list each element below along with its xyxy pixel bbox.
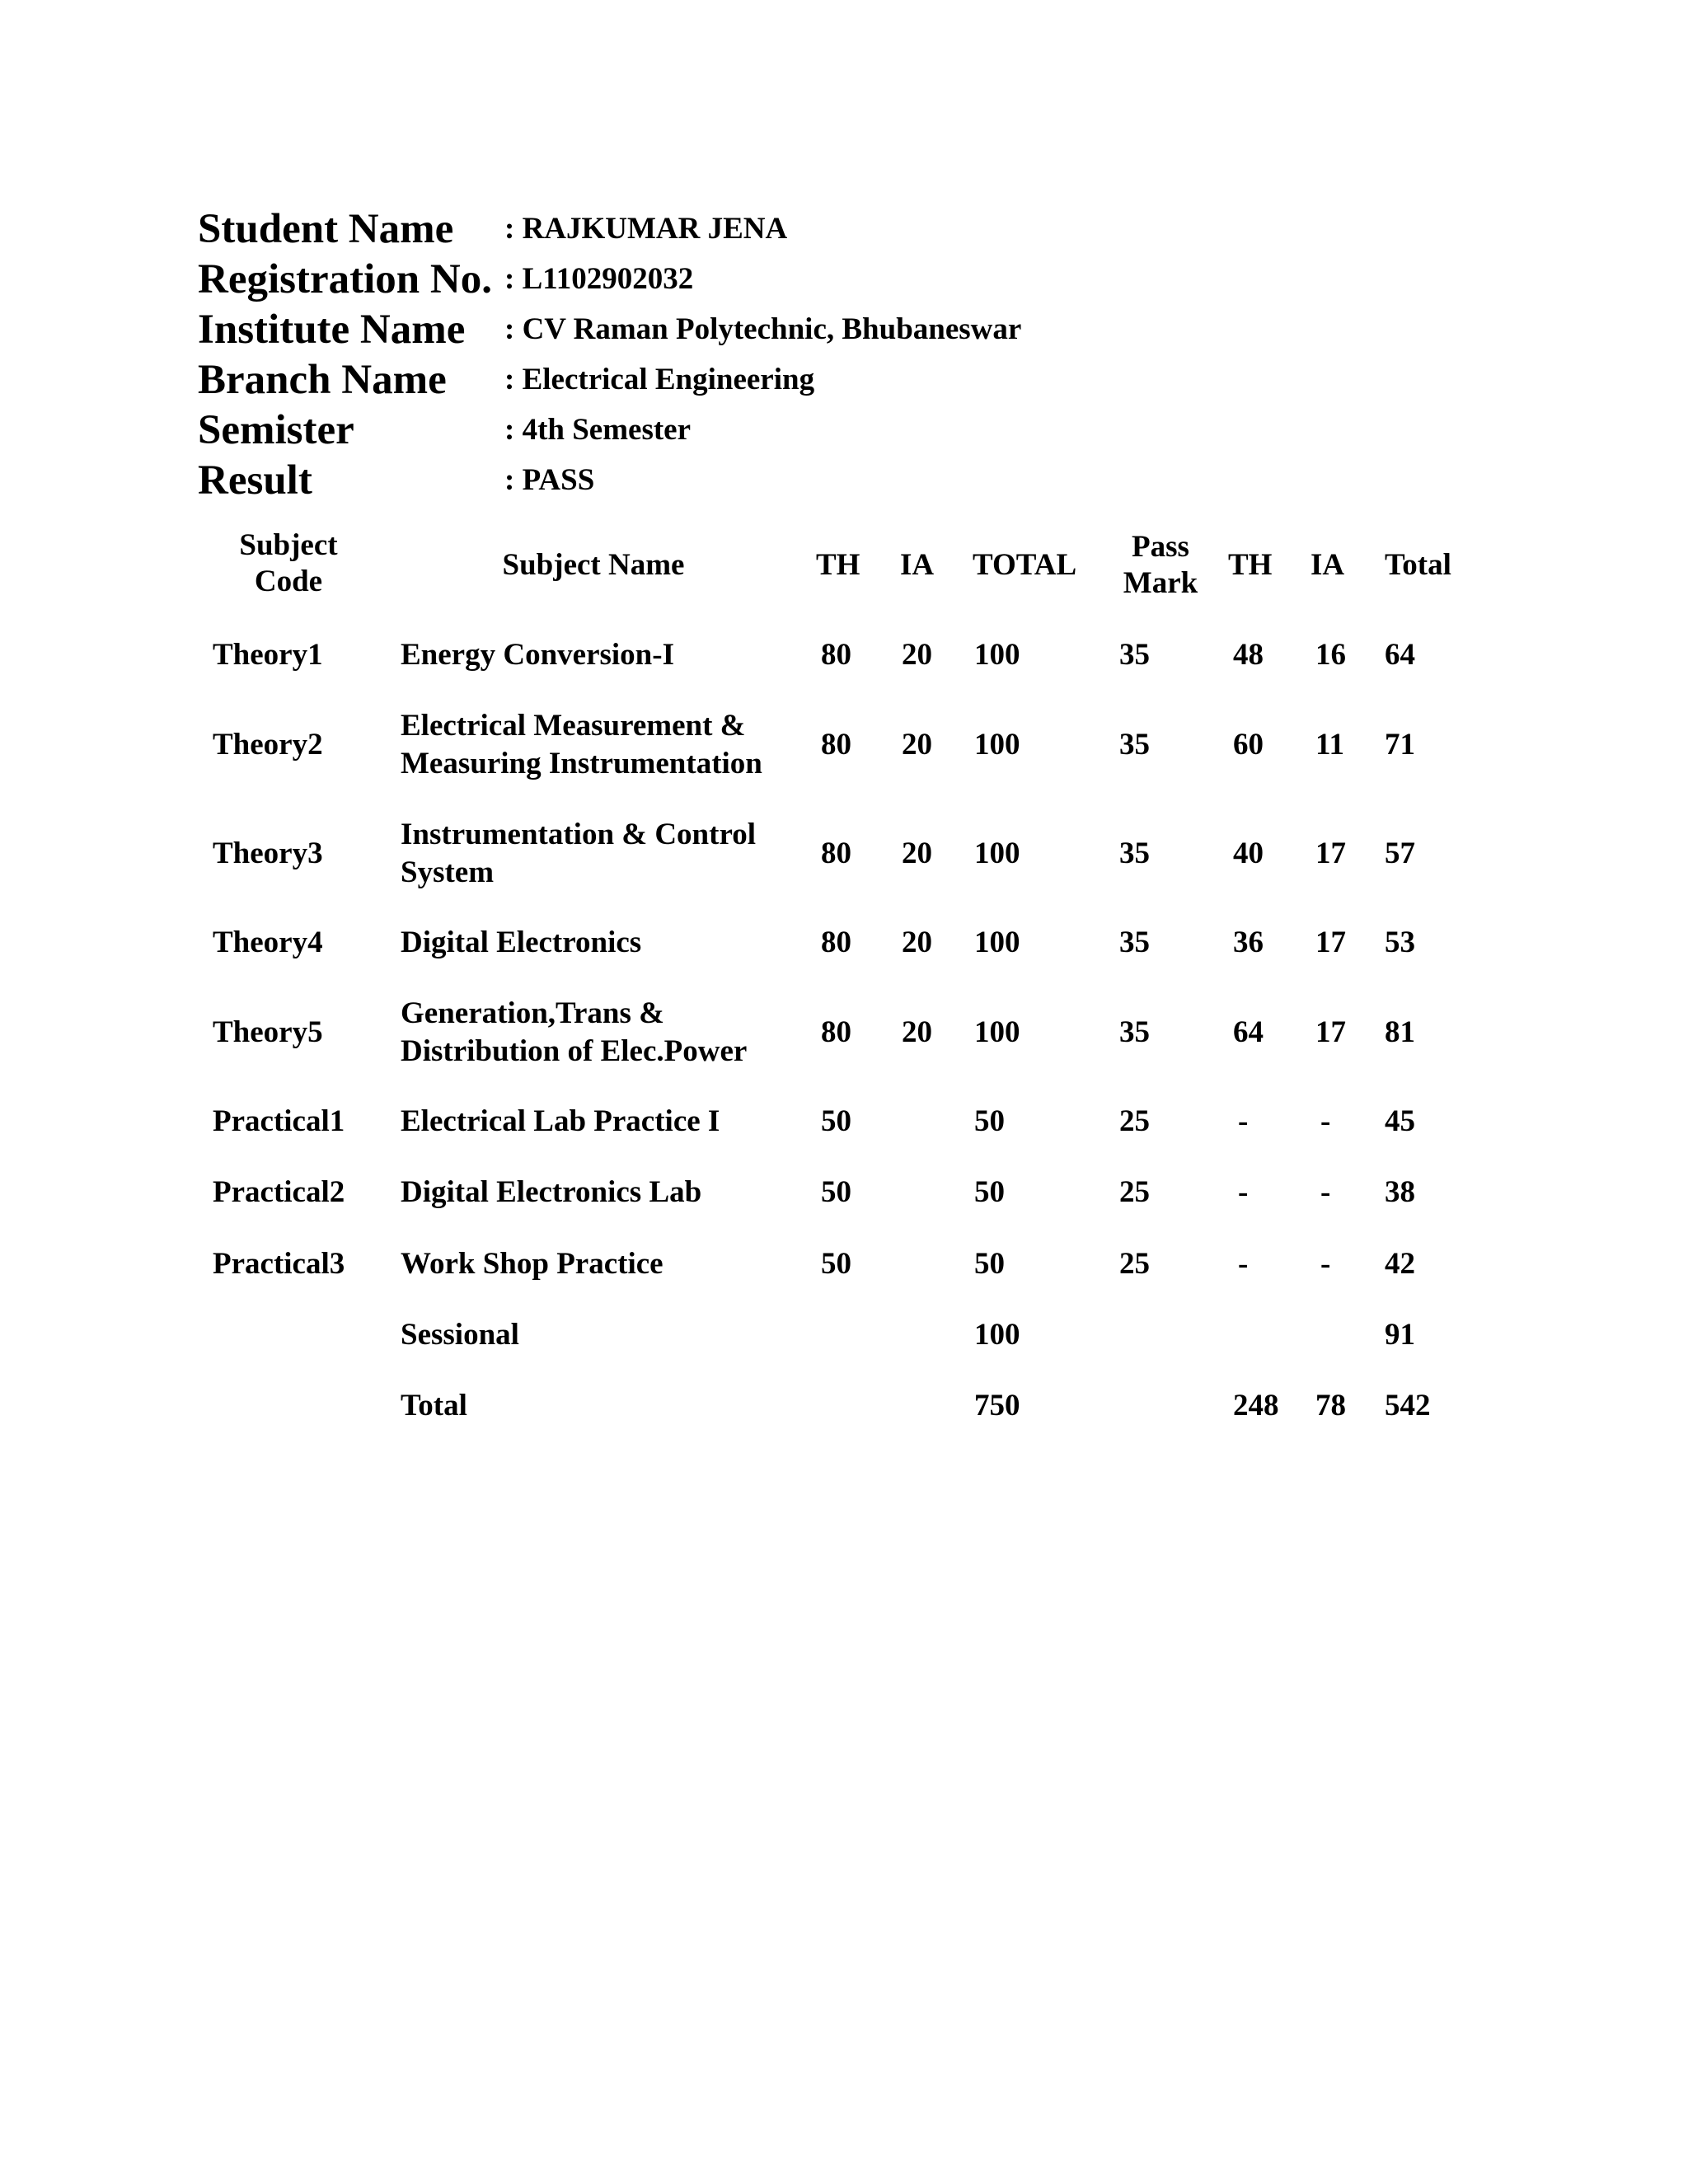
subject-name: Generation,Trans & Distribution of Elec.Power xyxy=(401,996,748,1068)
result-value: : PASS xyxy=(504,463,595,497)
ia-max: 20 xyxy=(902,728,932,762)
th-obtained: 64 xyxy=(1233,1015,1264,1049)
subject-name: Instrumentation & Control System xyxy=(401,818,756,889)
subject-name: Total xyxy=(401,1389,467,1422)
subject-name: Digital Electronics xyxy=(401,926,642,959)
subject-code: Theory4 xyxy=(213,926,323,959)
subject-code: Theory5 xyxy=(213,1015,323,1049)
th-max: 50 xyxy=(821,1175,851,1209)
total-max: 50 xyxy=(974,1175,1005,1209)
total-obtained: 91 xyxy=(1385,1318,1415,1352)
total-obtained: 57 xyxy=(1385,837,1415,870)
ia-obtained: 16 xyxy=(1315,638,1346,672)
th-obtained: 48 xyxy=(1233,638,1264,672)
total-max: 100 xyxy=(974,728,1020,762)
pass-mark: 25 xyxy=(1119,1104,1150,1138)
total-max: 50 xyxy=(974,1104,1005,1138)
subject-code: Theory3 xyxy=(213,837,323,870)
header-total: TOTAL xyxy=(973,548,1077,582)
subject-code: Practical1 xyxy=(213,1104,345,1138)
ia-obtained: 17 xyxy=(1315,926,1346,959)
result-label: Result xyxy=(198,457,312,504)
subject-name: Electrical Measurement & Measuring Instrumentation xyxy=(401,709,762,780)
total-obtained: 42 xyxy=(1385,1247,1415,1281)
ia-obtained: - xyxy=(1320,1175,1331,1209)
header-ia: IA xyxy=(900,548,935,582)
ia-max: 20 xyxy=(902,638,932,672)
subject-code: Theory2 xyxy=(213,728,323,762)
th-obtained: 36 xyxy=(1233,926,1264,959)
institute-row xyxy=(198,305,1352,355)
total-obtained: 45 xyxy=(1385,1104,1415,1138)
pass-mark: 25 xyxy=(1119,1175,1150,1209)
ia-max: 20 xyxy=(902,837,932,870)
student-name-label: Student Name xyxy=(198,206,454,252)
registration-value: : L1102902032 xyxy=(504,262,694,296)
pass-mark: 35 xyxy=(1119,728,1150,762)
th-obtained: - xyxy=(1238,1104,1249,1138)
total-max: 100 xyxy=(974,837,1020,870)
pass-mark: 25 xyxy=(1119,1247,1150,1281)
th-max: 80 xyxy=(821,1015,851,1049)
total-obtained: 542 xyxy=(1385,1389,1431,1422)
branch-label: Branch Name xyxy=(198,357,447,403)
ia-obtained: - xyxy=(1320,1247,1331,1281)
total-max: 100 xyxy=(974,1318,1020,1352)
subject-name: Digital Electronics Lab xyxy=(401,1175,702,1209)
th-obtained: 248 xyxy=(1233,1389,1279,1422)
institute-label: Institute Name xyxy=(198,307,466,353)
total-max: 100 xyxy=(974,1015,1020,1049)
header-pass-mark: Pass Mark xyxy=(1123,530,1198,600)
result-row xyxy=(198,456,1352,506)
th-max: 50 xyxy=(821,1104,851,1138)
total-max: 100 xyxy=(974,926,1020,959)
total-obtained: 38 xyxy=(1385,1175,1415,1209)
semester-label: Semister xyxy=(198,407,354,453)
total-obtained: 71 xyxy=(1385,728,1415,762)
registration-row xyxy=(198,255,1352,305)
th-obtained: 40 xyxy=(1233,837,1264,870)
branch-value: : Electrical Engineering xyxy=(504,363,815,396)
subject-code: Theory1 xyxy=(213,638,323,672)
th-max: 80 xyxy=(821,638,851,672)
total-max: 100 xyxy=(974,638,1020,672)
th-max: 80 xyxy=(821,926,851,959)
pass-mark: 35 xyxy=(1119,926,1150,959)
header-subject-code: Subject Code xyxy=(239,528,338,598)
ia-obtained: - xyxy=(1320,1104,1331,1138)
student-info xyxy=(198,204,1352,506)
total-obtained: 53 xyxy=(1385,926,1415,959)
ia-max: 20 xyxy=(902,1015,932,1049)
subject-name: Electrical Lab Practice I xyxy=(401,1104,720,1138)
header-th-obtained: TH xyxy=(1228,548,1273,582)
header-th: TH xyxy=(816,548,860,582)
subject-name: Work Shop Practice xyxy=(401,1247,663,1281)
th-obtained: - xyxy=(1238,1175,1249,1209)
pass-mark: 35 xyxy=(1119,1015,1150,1049)
header-subject-name: Subject Name xyxy=(502,548,685,582)
ia-obtained: 78 xyxy=(1315,1389,1346,1422)
subject-code: Practical2 xyxy=(213,1175,345,1209)
pass-mark: 35 xyxy=(1119,837,1150,870)
header-total-obtained: Total xyxy=(1385,548,1451,582)
subject-code: Practical3 xyxy=(213,1247,345,1281)
registration-label: Registration No. xyxy=(198,256,492,302)
header-ia-obtained: IA xyxy=(1311,548,1345,582)
subject-name: Energy Conversion-I xyxy=(401,638,674,672)
ia-obtained: 17 xyxy=(1315,1015,1346,1049)
th-max: 80 xyxy=(821,837,851,870)
total-obtained: 81 xyxy=(1385,1015,1415,1049)
ia-obtained: 11 xyxy=(1315,728,1344,762)
semester-row xyxy=(198,405,1352,456)
total-max: 750 xyxy=(974,1389,1020,1422)
semester-value: : 4th Semester xyxy=(504,413,692,447)
total-max: 50 xyxy=(974,1247,1005,1281)
branch-row xyxy=(198,355,1352,405)
th-obtained: 60 xyxy=(1233,728,1264,762)
th-max: 50 xyxy=(821,1247,851,1281)
th-max: 80 xyxy=(821,728,851,762)
ia-max: 20 xyxy=(902,926,932,959)
institute-value: : CV Raman Polytechnic, Bhubaneswar xyxy=(504,312,1022,346)
ia-obtained: 17 xyxy=(1315,837,1346,870)
pass-mark: 35 xyxy=(1119,638,1150,672)
total-obtained: 64 xyxy=(1385,638,1415,672)
student-name-row xyxy=(198,204,1352,255)
th-obtained: - xyxy=(1238,1247,1249,1281)
student-name-value: : RAJKUMAR JENA xyxy=(504,212,788,246)
subject-name: Sessional xyxy=(401,1318,519,1352)
